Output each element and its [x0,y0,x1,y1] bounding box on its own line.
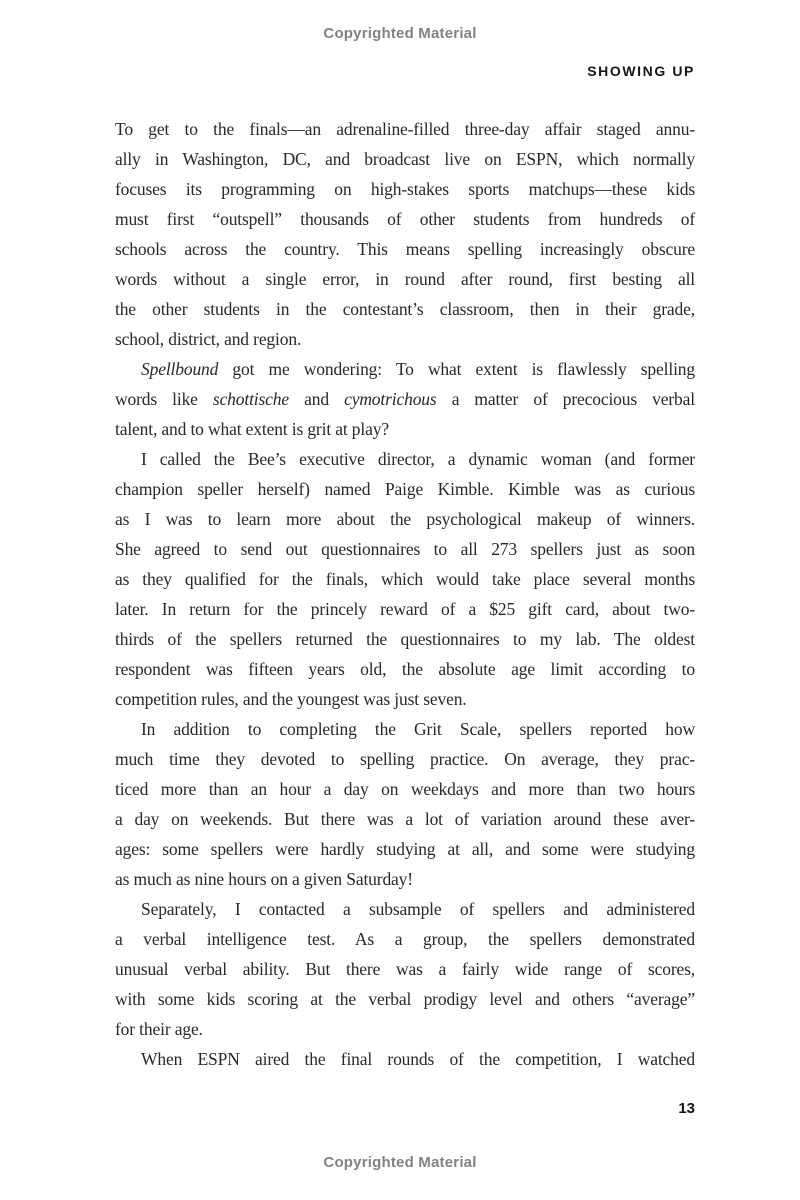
text-run: Separately, I contacted a subsample of spellers and administered [141,899,695,919]
text-run: When ESPN aired the final rounds of the competition, I watched [141,1049,695,1069]
text-run: as I was to learn more about the psychological makeup of winners. [115,509,695,529]
paragraph [115,354,695,444]
paragraph [115,894,695,1044]
italic-text-run: schottische [212,389,290,409]
text-line [115,354,695,384]
text-line [115,774,695,804]
text-line [115,894,695,924]
copyright-notice-top: Copyrighted Material [323,25,477,42]
text-run: words like [115,389,213,409]
text-run: with some kids scoring at the verbal prodigy level and others “average” [115,989,695,1009]
text-run: thirds of the spellers returned the questionnaires to my lab. The oldest [115,629,695,649]
text-run: She agreed to send out questionnaires to all 273 spellers just as soon [115,539,695,559]
text-run: and [289,389,345,409]
paragraph [115,1044,695,1074]
italic-text-run: Spellbound [141,359,219,379]
text-line [115,444,695,474]
page-number: 13 [678,1100,695,1117]
text-line [115,564,695,594]
text-line [115,924,695,954]
text-line [115,834,695,864]
text-line [115,504,695,534]
text-run: focuses its programming on high-stakes sports matchups—these kids [115,179,695,199]
italic-text-run: cymotrichous [344,389,437,409]
text-line [115,204,695,234]
text-line [115,624,695,654]
text-run: a matter of precocious verbal [436,389,695,409]
text-run: for their age. [115,1019,203,1039]
text-line [115,474,695,504]
text-line [115,714,695,744]
text-line [115,264,695,294]
text-line [115,234,695,264]
text-line [115,414,695,444]
text-run: champion speller herself) named Paige Kimble. Kimble was as curious [115,479,695,499]
text-line [115,654,695,684]
text-line [115,804,695,834]
text-line [115,174,695,204]
paragraph [115,444,695,714]
text-line [115,954,695,984]
text-line [115,864,695,894]
text-run: unusual verbal ability. But there was a fairly wide range of scores, [115,959,695,979]
text-line [115,114,695,144]
text-line [115,1044,695,1074]
text-run: ally in Washington, DC, and broadcast live on ESPN, which normally [115,149,695,169]
text-line [115,534,695,564]
running-header: SHOWING UP [587,63,695,79]
text-line [115,684,695,714]
text-run: the other students in the contestant’s classroom, then in their grade, [115,299,695,319]
page-body [115,114,695,1074]
text-run: To get to the finals—an adrenaline-filled three-day affair staged annu- [115,119,695,139]
text-run: a day on weekends. But there was a lot of variation around these aver- [115,809,695,829]
text-line [115,384,695,414]
text-run: later. In return for the princely reward of a $25 gift card, about two- [115,599,695,619]
text-line [115,294,695,324]
text-run: schools across the country. This means spelling increasingly obscure [115,239,695,259]
text-run: much time they devoted to spelling practice. On average, they prac- [115,749,695,769]
text-line [115,984,695,1014]
text-run: ticed more than an hour a day on weekdays and more than two hours [115,779,695,799]
text-line [115,744,695,774]
text-run: got me wondering: To what extent is flawlessly spelling [218,359,695,379]
text-run: must first “outspell” thousands of other students from hundreds of [115,209,695,229]
copyright-notice-bottom: Copyrighted Material [323,1154,477,1171]
text-run: words without a single error, in round after round, first besting all [115,269,695,289]
text-run: I called the Bee’s executive director, a dynamic woman (and former [141,449,695,469]
text-run: as much as nine hours on a given Saturday! [115,869,413,889]
text-line [115,1014,695,1044]
text-line [115,144,695,174]
text-run: school, district, and region. [115,329,302,349]
paragraph [115,714,695,894]
text-run: a verbal intelligence test. As a group, the spellers demonstrated [115,929,695,949]
text-run: competition rules, and the youngest was just seven. [115,689,467,709]
text-run: ages: some spellers were hardly studying at all, and some were studying [115,839,695,859]
text-run: talent, and to what extent is grit at play? [115,419,389,439]
text-line [115,324,695,354]
text-line [115,594,695,624]
paragraph [115,114,695,354]
text-run: In addition to completing the Grit Scale, spellers reported how [141,719,695,739]
text-run: respondent was fifteen years old, the absolute age limit according to [115,659,695,679]
text-run: as they qualified for the finals, which would take place several months [115,569,695,589]
